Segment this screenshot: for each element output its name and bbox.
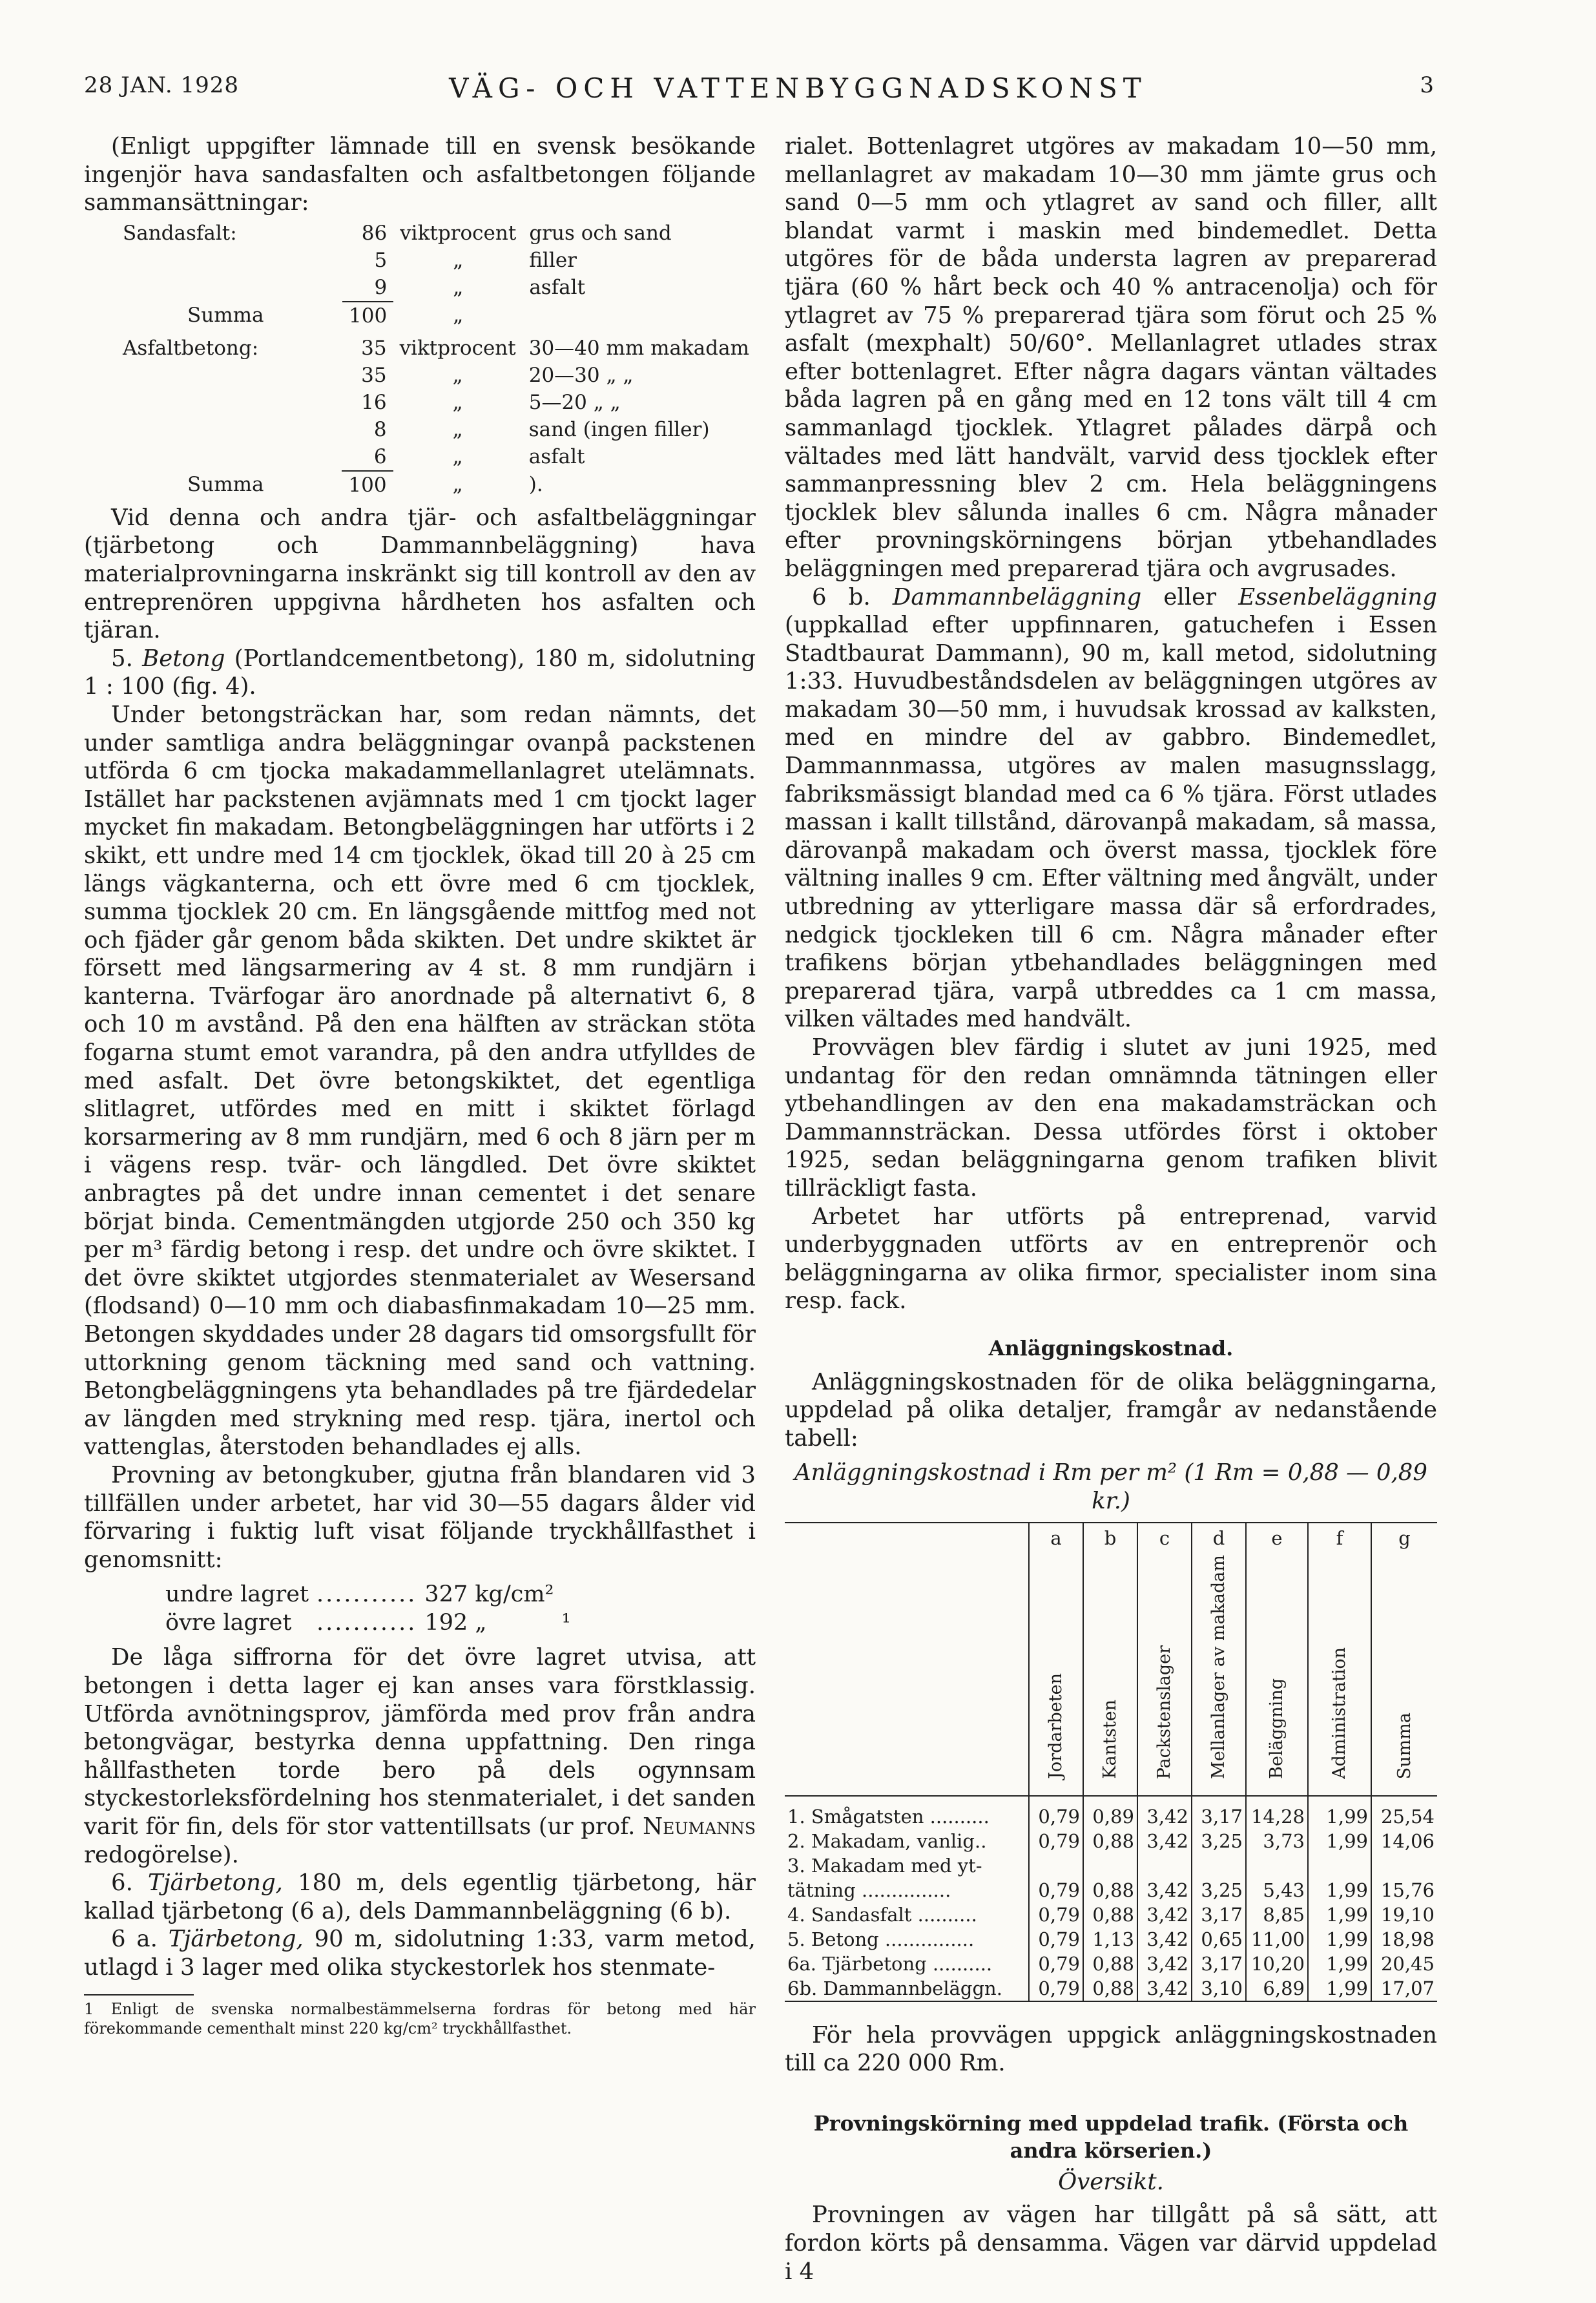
column-header-text: Administration <box>1329 1647 1350 1780</box>
composition-unit: „ <box>453 275 464 299</box>
composition-sum-value: 100 <box>342 302 393 329</box>
table-cell: 0,79 <box>1029 1878 1083 1902</box>
table-cell: 0,88 <box>1083 1952 1137 1976</box>
section-text: 90 m, sidolutning 1:33, varm metod, utlagd i 3 lager med olika styckestorlek hos stenmate- <box>84 1926 756 1981</box>
section-title: Betong <box>142 645 225 672</box>
strength-value: 192 „ <box>424 1610 487 1636</box>
table-cell: 3,17 <box>1192 1902 1246 1927</box>
paragraph-total-cost: För hela provvägen uppgick anläggningskostnaden till ca 220 000 Rm. <box>785 2021 1437 2077</box>
footnote-ref <box>558 1580 575 1609</box>
composition-material: filler <box>529 248 577 272</box>
strength-table <box>161 1580 575 1637</box>
column-letter: g <box>1371 1523 1437 1554</box>
table-cell: 3,10 <box>1192 1976 1246 2001</box>
column-header <box>1192 1554 1246 1796</box>
composition-label: Asfaltbetong: <box>123 336 259 360</box>
composition-value: 5 <box>374 248 388 272</box>
section-text: (Portlandcementbetong), 180 m, sidolutning 1 : 100 (fig. 4). <box>84 645 756 700</box>
table-row <box>785 1976 1437 2001</box>
table-cell: 17,07 <box>1371 1976 1437 2001</box>
composition-material: 30—40 mm makadam <box>528 336 749 360</box>
table-row <box>785 1796 1437 1829</box>
composition-unit: viktprocent <box>399 336 516 360</box>
composition-unit: „ <box>453 303 464 327</box>
table-cell: 25,54 <box>1371 1796 1437 1829</box>
table-cell: 3,42 <box>1137 1796 1192 1829</box>
table-cell: 1,99 <box>1308 1952 1371 1976</box>
composition-unit: „ <box>452 444 463 468</box>
table-cell: 3,42 <box>1137 1878 1192 1902</box>
table-cell: 0,79 <box>1029 1927 1083 1952</box>
column-header-text: Kantsten <box>1100 1700 1121 1780</box>
table-row <box>785 1927 1437 1952</box>
footnote-mark: 1 <box>84 2000 94 2019</box>
table-cell: 3,17 <box>1192 1796 1246 1829</box>
section-number: 5. <box>111 645 133 672</box>
table-cell: 1,99 <box>1308 1976 1371 2001</box>
column-letter: e <box>1246 1523 1308 1554</box>
composition-material: sand (ingen filler) <box>528 417 710 441</box>
paragraph-tjarbetong-heading <box>84 1869 756 1925</box>
table-row <box>785 1878 1437 1902</box>
footnote-ref: ¹ <box>561 1610 571 1636</box>
table-cell: 3,42 <box>1137 1976 1192 2001</box>
paragraph-tar-asphalt: Vid denna och andra tjär- och asfaltbeläggningar (tjärbetong och Dammannbeläggning) hava materialprovningarna inskränkt sig till kontroll av den av entreprenören uppgivna hårdheten hos asfalten och tjäran. <box>84 504 756 644</box>
asfaltbetong-composition <box>84 335 756 499</box>
table-cell: 0,88 <box>1083 1829 1137 1853</box>
table-cell: 1,13 <box>1083 1927 1137 1952</box>
composition-unit: „ <box>452 472 463 496</box>
table-cell: 3,42 <box>1137 1952 1192 1976</box>
table-cell: 3,17 <box>1192 1952 1246 1976</box>
table-cell: 1,99 <box>1308 1829 1371 1853</box>
table-cell: 0,65 <box>1192 1927 1246 1952</box>
composition-material: 5—20 „ „ <box>528 390 621 414</box>
strength-value: 327 kg/cm² <box>424 1581 554 1608</box>
journal-title: VÄG- OCH VATTENBYGGNADSKONST <box>449 72 1147 104</box>
composition-value: 86 <box>361 221 388 245</box>
row-label: 4. Sandasfalt .......... <box>787 1903 977 1926</box>
paragraph-tjarbetong-6a <box>84 1925 756 1981</box>
composition-value: 35 <box>361 336 387 360</box>
footnote <box>84 1999 756 2038</box>
paragraph-trial-intro: Provningen av vägen har tillgått på så sätt, att fordon körts på densamma. Vägen var därvid uppdelad i 4 <box>785 2202 1437 2285</box>
table-row <box>785 1829 1437 1853</box>
table-cell: 3,42 <box>1137 1927 1192 1952</box>
table-cell <box>1029 1853 1083 1878</box>
table-row <box>785 1902 1437 1927</box>
composition-value: 9 <box>374 275 388 299</box>
table-cell: 18,98 <box>1371 1927 1437 1952</box>
footnote-text: Enligt de svenska normalbestämmelserna fordras för betong med här förekommande cementhalt minst 220 kg/cm² tryckhållfasthet. <box>84 2000 756 2038</box>
paragraph-betong-body: Under betongsträckan har, som redan nämnts, det under samtliga andra beläggningar ovanpå packstenen utförda 6 cm tjocka makadammellanlagret utelämnats. Istället har packstenen avjämnats med 1 cm tjockt lager mycket fin makadam. Betongbeläggningen har utförts i 2 skikt, ett undre med 14 cm tjocklek, ökad till 20 à 25 cm längs vägkanterna, och ett övre med 6 cm tjocklek, summa tjocklek 20 cm. En längsgående mittfog med not och fjäder går genom båda skikten. Det undre skiktet är försett med längsarmering av 4 st. 8 mm rundjärn i kanterna. Tvärfogar äro anordnade på alternativt 6, 8 och 10 m avstånd. På den ena hälften av sträckan stöta fogarna stumt emot varandra, på den andra utfylldes de med asfalt. Det övre betongskiktet, det egentliga slitlagret, utfördes med en mitt i skiktet förlagd korsarmering av 8 mm rundjärn, med 6 och 8 järn per m i vägens resp. tvär- och längdled. Det övre skiktet anbragtes på det undre innan cementet i det senare börjat binda. Cementmängden utgjorde 250 och 350 kg per m³ färdig betong i resp. det undre och övre skiktet. I det övre skiktet utgjordes stenmaterialet av Wesersand (flodsand) 0—10 mm och diabasfinmakadam 10—25 mm. Betongen skyddades under 28 dagars tid omsorgsfullt för uttorkning genom täckning med sand och vattning. Betongbeläggningens yta behandlades på tre fjärdedelar av längden med strykning med resp. tjära, inertol och vattenglas, återstoden behandlades ej alls. <box>84 701 756 1461</box>
table-cell: 1,99 <box>1308 1878 1371 1902</box>
table-cell: 3,25 <box>1192 1829 1246 1853</box>
section-text: (uppkallad efter uppfinnaren, gatuchefen i Essen Stadtbaurat Dammann), 90 m, kall metod, sidolutning 1:33. Huvudbeståndsdelen av beläggningen utgöres av makadam 30—50 mm, i huvudsak krossad av kalksten, med en mindre del av gabbro. Bindemedlet, Dammannmassa, utgöres av malen masugnsslagg, fabriksmässigt blandad med ca 6 % tjära. Först utlades massan i kallt tillstånd, därovanpå makadam, så massa, därovanpå makadam och överst massa, tjocklek före vältning inalles 9 cm. Efter vältning med ångvält, under utbredning av ytterligare massa där så erfordrades, nedgick tjockleken till 6 cm. Några månader efter trafikens början ytbehandlades beläggningen med preparerad tjära, varpå utbreddes ca 1 cm massa, vilken vältades med handvält. <box>785 612 1437 1033</box>
section-subheading: Översikt. <box>1058 2168 1164 2195</box>
table-cell: 3,73 <box>1246 1829 1308 1853</box>
column-header-text: Jordarbeten <box>1046 1673 1066 1780</box>
table-cell: 8,85 <box>1246 1902 1308 1927</box>
cost-table <box>785 1522 1437 2002</box>
section-heading-cost: Anläggningskostnad. <box>988 1335 1234 1360</box>
paragraph-continuation: rialet. Bottenlagret utgöres av makadam 10—50 mm, mellanlagret av makadam 10—30 mm jämte grus och sand 0—5 mm och ytlagret av sand och filler, allt blandat varmt i maskin med bindemedlet. Detta utgöres för de båda understa lagren av preparerad tjära (60 % hårt beck och 40 % antracenolja) och för ytlagret av 75 % preparerad tjära som förut och 25 % asfalt (mexphalt) 50/60°. Mellanlagret utlades strax efter bottenlagret. Efter några dagars väntan vältades båda lagren på en gång med en 12 tons vält till 4 cm sammanlagd tjocklek. Ytlagret pålades därpå och vältades med lätt handvält, varvid dess tjocklek efter sammanpressning blev 2 cm. Hela beläggningens tjocklek blev sålunda inalles 6 cm. Några månader efter provningskörningens början ytbehandlades beläggningen med preparerad tjära och avgrusades. <box>785 133 1437 582</box>
table-cell: 0,88 <box>1083 1902 1137 1927</box>
leader-dots: ........... <box>316 1610 417 1636</box>
row-label: tätning ............... <box>787 1879 951 1901</box>
table-cell: 0,79 <box>1029 1902 1083 1927</box>
composition-material: 20—30 „ „ <box>528 363 634 387</box>
column-header <box>1371 1554 1437 1796</box>
column-letter: c <box>1137 1523 1192 1554</box>
table-row <box>785 1952 1437 1976</box>
column-letter: b <box>1083 1523 1137 1554</box>
column-letter: f <box>1308 1523 1371 1554</box>
table-cell <box>1308 1853 1371 1878</box>
column-header <box>1308 1554 1371 1796</box>
right-column <box>785 132 1437 2286</box>
section-text: 180 m, dels egentlig tjärbetong, här kallad tjärbetong (6 a), dels Dammannbeläggning (6 b). <box>84 1870 756 1924</box>
column-header-text: Packstenslager <box>1154 1645 1175 1780</box>
section-number: 6 a. <box>111 1926 158 1953</box>
table-cell: 0,89 <box>1083 1796 1137 1829</box>
column-letter: d <box>1192 1523 1246 1554</box>
paragraph-contracting: Arbetet har utförts på entreprenad, varvid underbyggnaden utförts av en entreprenör och beläggningarna av olika firmor, specialister inom sina resp. fack. <box>785 1203 1437 1315</box>
column-header-text: Mellanlager av makadam <box>1208 1555 1229 1780</box>
table-cell: 0,79 <box>1029 1952 1083 1976</box>
author-name: Neumanns <box>643 1813 756 1840</box>
page-number: 3 <box>1420 72 1435 98</box>
table-cell: 10,20 <box>1246 1952 1308 1976</box>
column-header-text: Beläggning <box>1267 1678 1287 1780</box>
sandasfalt-composition <box>84 220 678 329</box>
page-date: 28 JAN. 1928 <box>84 72 239 98</box>
table-cell: 0,79 <box>1029 1796 1083 1829</box>
column-header <box>1137 1554 1192 1796</box>
composition-unit: „ <box>453 248 464 272</box>
table-cell: 20,45 <box>1371 1952 1437 1976</box>
table-cell: 1,99 <box>1308 1902 1371 1927</box>
table-cell: 0,88 <box>1083 1878 1137 1902</box>
paragraph-dammann <box>785 583 1437 1034</box>
paragraph-completion: Provvägen blev färdig i slutet av juni 1925, med undantag för den redan omnämnda tätningen eller ytbehandlingen av den ena makadamsträckan och Dammannsträckan. Dessa utfördes först i oktober 1925, sedan beläggningarna genom trafiken blivit tillräckligt fasta. <box>785 1034 1437 1202</box>
table-cell: 19,10 <box>1371 1902 1437 1927</box>
composition-value: 35 <box>361 363 387 387</box>
table-cell <box>1192 1853 1246 1878</box>
section-title: Tjärbetong, <box>168 1926 304 1953</box>
column-letter: a <box>1029 1523 1083 1554</box>
section-number: 6 b. <box>812 583 871 610</box>
table-cell: 3,42 <box>1137 1829 1192 1853</box>
row-label: 6b. Dammannbeläggn. <box>785 1976 1029 2001</box>
section-title: Dammannbeläggning <box>892 583 1142 610</box>
paragraph-composition-intro: (Enligt uppgifter lämnade till en svensk besökande ingenjör hava sandasfalten och asfaltbetongen följande sammansättningar: <box>84 133 756 216</box>
column-header <box>1083 1554 1137 1796</box>
row-label: 6a. Tjärbetong .......... <box>787 1952 993 1975</box>
paragraph-cost-intro: Anläggningskostnaden för de olika beläggningarna, uppdelad på olika detaljer, framgår av nedanstående tabell: <box>785 1368 1437 1452</box>
table-cell: 5,43 <box>1246 1878 1308 1902</box>
section-title: Essenbeläggning <box>1238 583 1437 610</box>
composition-sum-label: Summa <box>187 472 264 496</box>
composition-value: 6 <box>373 444 387 468</box>
table-cell: 3,42 <box>1137 1902 1192 1927</box>
composition-sum-label: Summa <box>187 303 264 327</box>
table-caption: Anläggningskostnad i Rm per m² (1 Rm = 0,88 — 0,89 kr.) <box>794 1459 1427 1514</box>
table-cell: 3,25 <box>1192 1878 1246 1902</box>
composition-material: grus och sand <box>529 221 672 245</box>
table-cell: 15,76 <box>1371 1878 1437 1902</box>
table-cell: 0,79 <box>1029 1829 1083 1853</box>
strength-label: övre lagret <box>165 1610 292 1636</box>
composition-material: ). <box>528 472 543 496</box>
strength-label: undre lagret <box>165 1581 309 1608</box>
footnote-rule <box>84 1994 194 1996</box>
row-label: 5. Betong ............... <box>787 1928 975 1950</box>
composition-unit: „ <box>452 390 463 414</box>
table-cell <box>1246 1853 1308 1878</box>
paragraph-text: redogörelse). <box>84 1841 239 1868</box>
composition-material: asfalt <box>529 275 586 299</box>
composition-unit: viktprocent <box>400 221 517 245</box>
composition-value: 16 <box>361 390 387 414</box>
composition-sum-value: 100 <box>342 471 393 499</box>
section-title: Tjärbetong, <box>147 1870 283 1897</box>
paragraph-betong-heading <box>84 645 756 701</box>
table-cell: 1,99 <box>1308 1796 1371 1829</box>
table-cell <box>1083 1853 1137 1878</box>
composition-unit: „ <box>452 417 463 441</box>
table-cell: 6,89 <box>1246 1976 1308 2001</box>
paragraph-low-figures <box>84 1643 756 1869</box>
section-text: eller <box>1163 583 1217 610</box>
composition-value: 8 <box>373 417 387 441</box>
column-header <box>1246 1554 1308 1796</box>
section-number: 6. <box>111 1870 133 1897</box>
table-cell: 0,79 <box>1029 1976 1083 2001</box>
row-label: 2. Makadam, vanlig.. <box>787 1829 987 1852</box>
table-cell: 1,99 <box>1308 1927 1371 1952</box>
table-cell <box>1371 1853 1437 1878</box>
table-cell <box>1137 1853 1192 1878</box>
composition-label: Sandasfalt: <box>123 221 237 245</box>
section-heading-trial: Provningskörning med uppdelad trafik. (Första och andra körserien.) <box>813 2110 1409 2163</box>
composition-material: asfalt <box>528 444 585 468</box>
table-cell: 11,00 <box>1246 1927 1308 1952</box>
table-cell: 14,28 <box>1246 1796 1308 1829</box>
column-header-text: Summa <box>1394 1712 1415 1780</box>
left-column <box>84 132 756 2038</box>
table-row <box>785 1853 1437 1878</box>
row-label: 3. Makadam med yt- <box>787 1854 982 1877</box>
table-cell: 14,06 <box>1371 1829 1437 1853</box>
row-label: 1. Smågatsten .......... <box>787 1805 990 1828</box>
column-header <box>1029 1554 1083 1796</box>
composition-unit: „ <box>452 363 463 387</box>
paragraph-cube-testing: Provning av betongkuber, gjutna från blandaren vid 3 tillfällen under arbetet, har vid 30—55 dagars ålder vid förvaring i fuktig luft visat följande tryckhållfasthet i genomsnitt: <box>84 1461 756 1573</box>
table-cell: 0,88 <box>1083 1976 1137 2001</box>
leader-dots: ........... <box>316 1581 417 1608</box>
composition-material <box>523 302 678 329</box>
paragraph-text: De låga siffrorna för det övre lagret utvisa, att betongen i detta lager ej kan anses vara förstklassig. Utförda avnötningsprov, jämförda med prov från andra betongvägar, bestyrka denna uppfattning. Den ringa hållfastheten torde bero på dels ogynnsam styckestorleksfördelning hos stenmaterialet, i det sanden varit för fin, dels för stor vattentillsats (ur prof. <box>84 1644 756 1840</box>
